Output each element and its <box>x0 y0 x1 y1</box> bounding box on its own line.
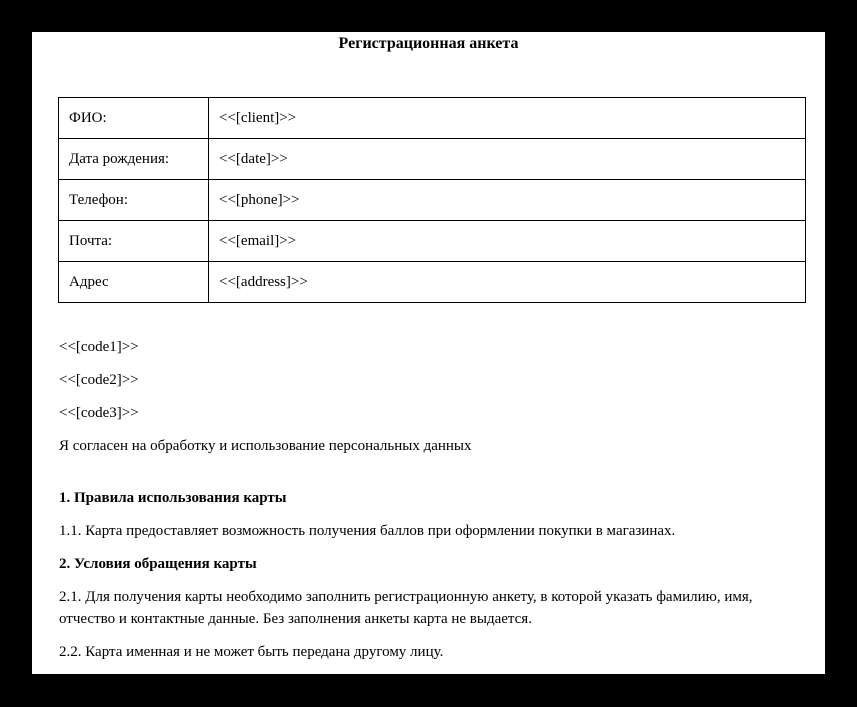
table-row <box>59 139 806 180</box>
document-body-text <box>32 336 825 663</box>
paragraph-1-1: 1.1. Карта предоставляет возможность получения баллов при оформлении покупки в магазинах. <box>59 523 676 539</box>
table-row <box>59 98 806 139</box>
paragraph-2-2: 2.2. Карта именная и не может быть передана другому лицу. <box>59 644 444 660</box>
field-label-fio: ФИО: <box>59 98 209 139</box>
field-value-address-placeholder: <<[address]>> <box>209 262 806 303</box>
table-row <box>59 180 806 221</box>
code2-placeholder: <<[code2]>> <box>59 372 139 388</box>
paragraph-2-1: 2.1. Для получения карты необходимо заполнить регистрационную анкету, в которой указать фамилию, имя, отчество и контактные данные. Без заполнения анкеты карта не выдается. <box>59 589 753 627</box>
consent-statement: Я согласен на обработку и использование персональных данных <box>59 438 472 454</box>
registration-form-table <box>58 97 806 303</box>
field-value-phone-placeholder: <<[phone]>> <box>209 180 806 221</box>
document-page <box>32 32 825 674</box>
field-label-phone: Телефон: <box>59 180 209 221</box>
table-row <box>59 262 806 303</box>
field-value-client-placeholder: <<[client]>> <box>209 98 806 139</box>
code3-placeholder: <<[code3]>> <box>59 405 139 421</box>
document-title: Регистрационная анкета <box>338 35 519 52</box>
field-label-birthdate: Дата рождения: <box>59 139 209 180</box>
field-value-email-placeholder: <<[email]>> <box>209 221 806 262</box>
field-label-email: Почта: <box>59 221 209 262</box>
section-heading-card-terms: 2. Условия обращения карты <box>59 556 257 572</box>
section-heading-card-usage-rules: 1. Правила использования карты <box>59 490 287 506</box>
field-label-address: Адрес <box>59 262 209 303</box>
code1-placeholder: <<[code1]>> <box>59 339 139 355</box>
table-row <box>59 221 806 262</box>
field-value-date-placeholder: <<[date]>> <box>209 139 806 180</box>
